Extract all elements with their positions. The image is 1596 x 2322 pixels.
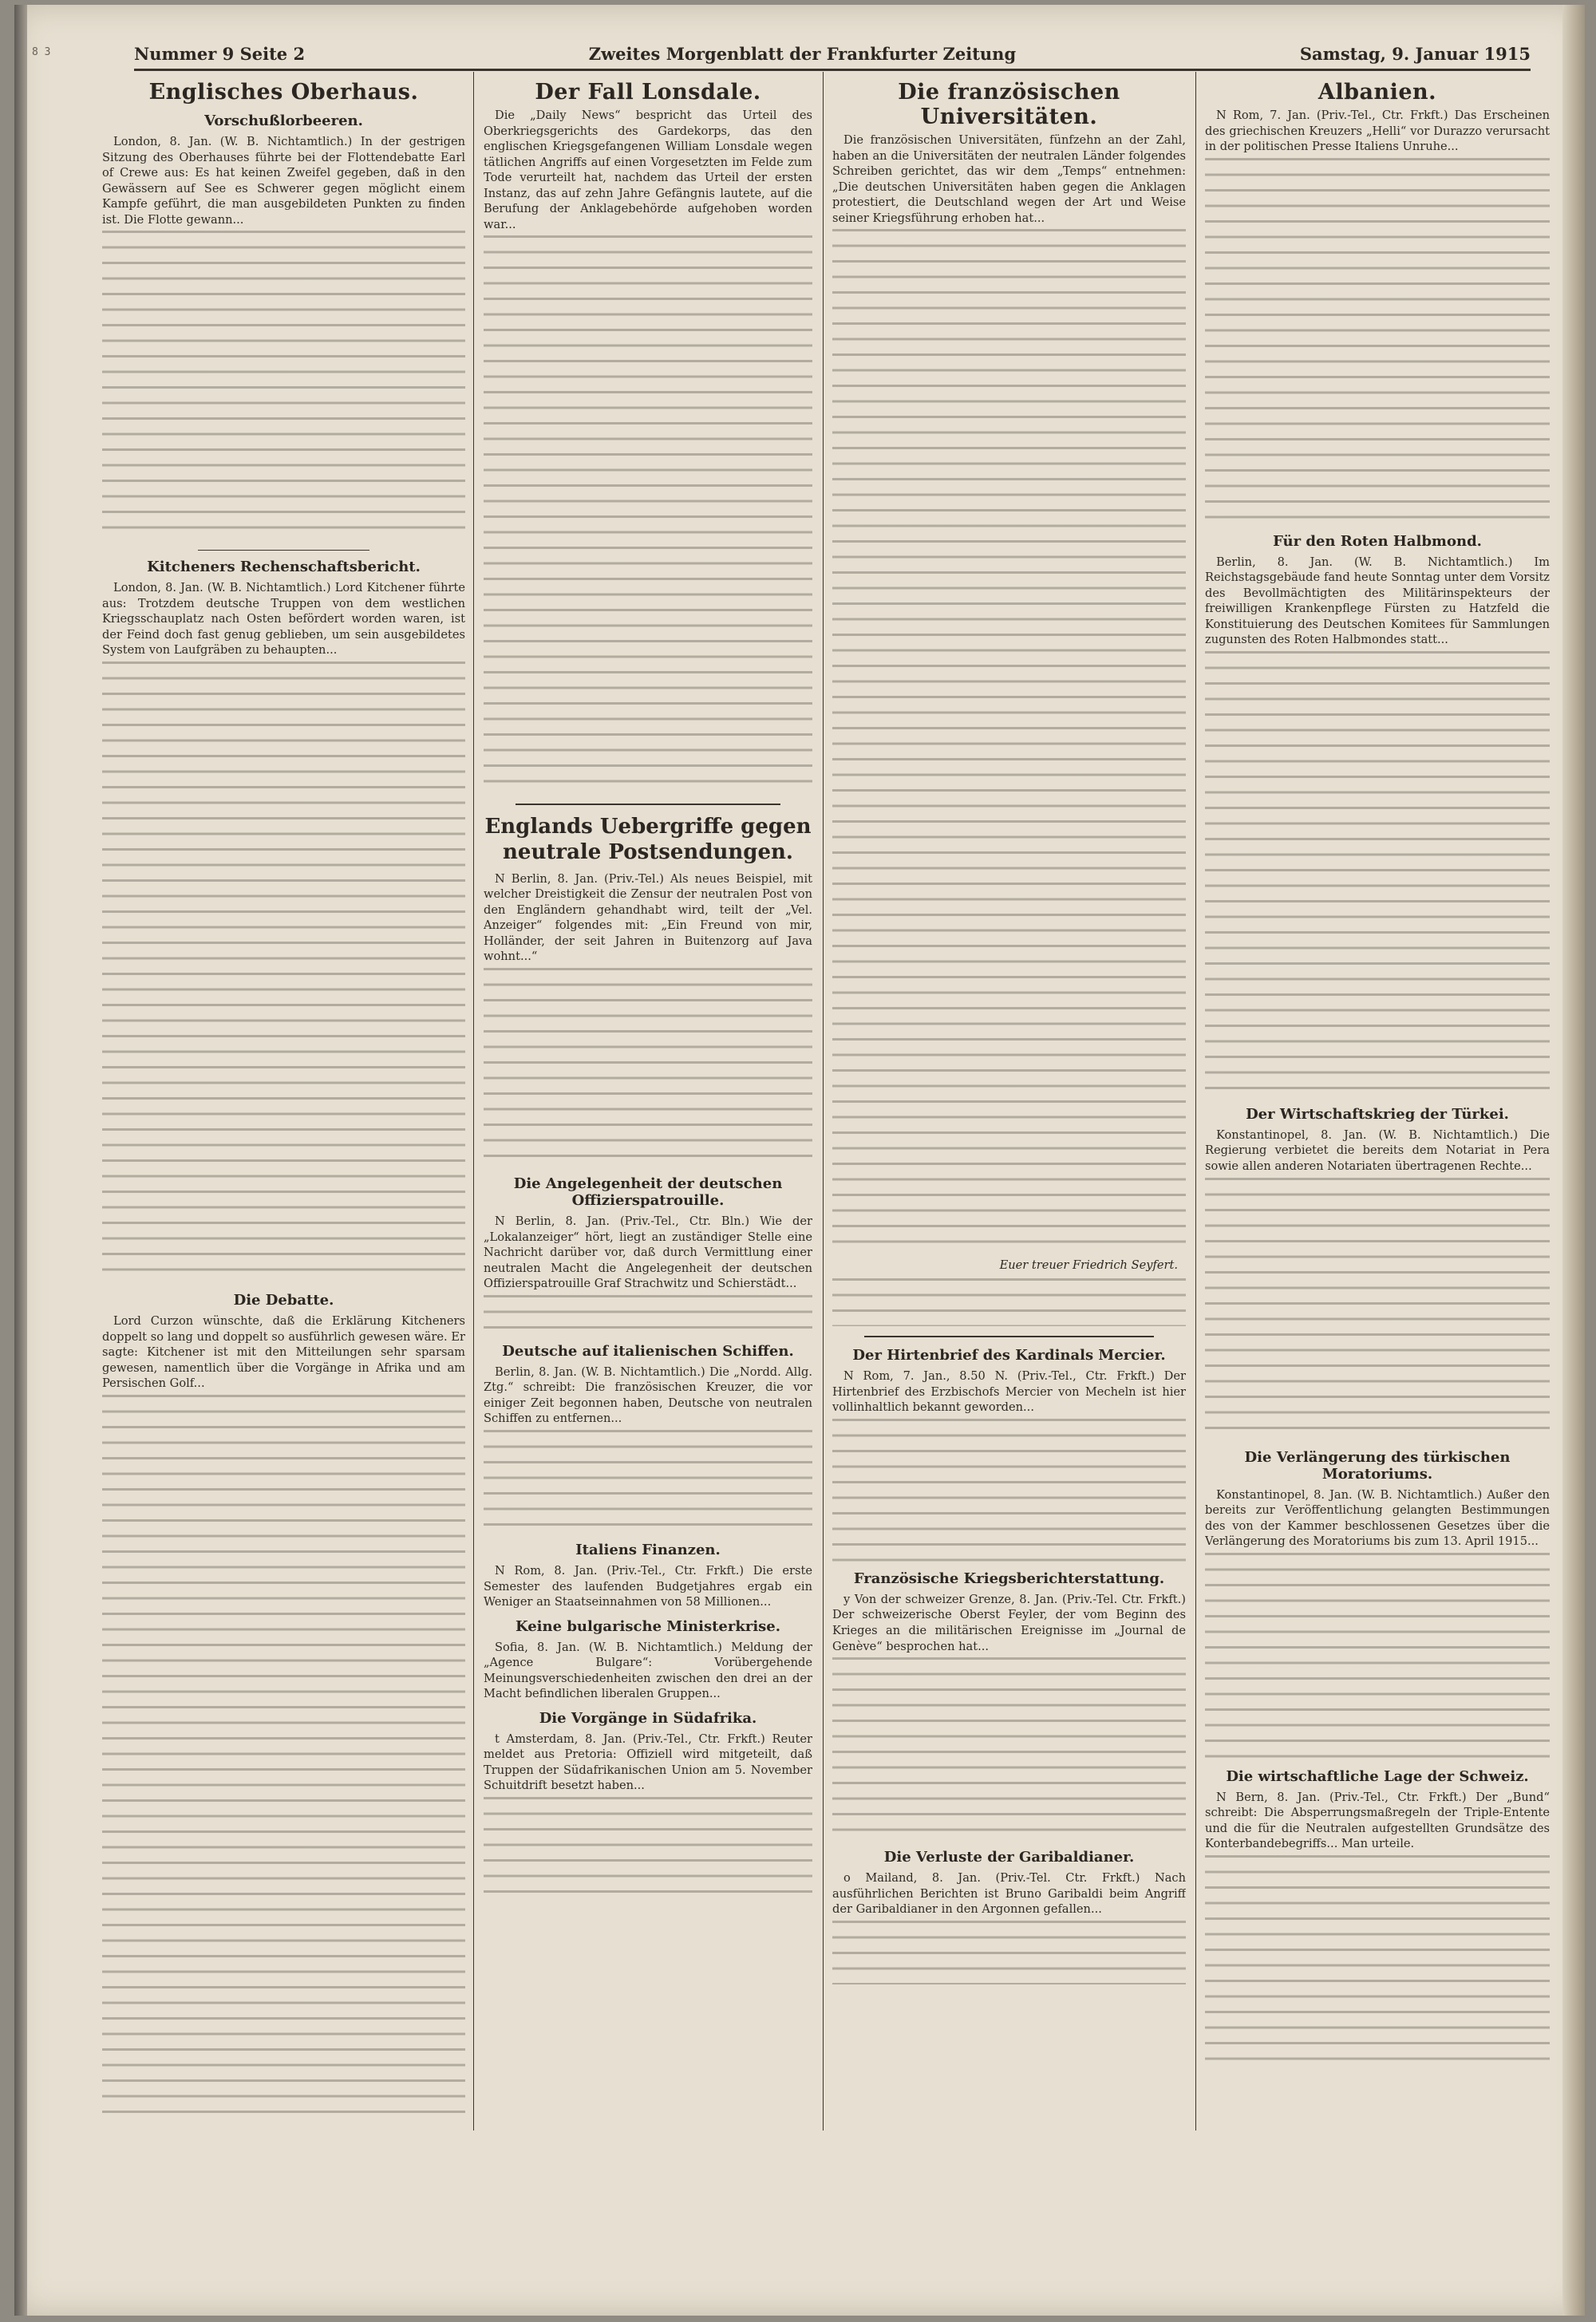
column-2: [484, 72, 812, 2130]
article-subhead: Die Angelegenheit der deutschen Offizierspatrouille.: [513, 1175, 783, 1210]
page-edge: [1562, 5, 1585, 2316]
article-paragraph: N Berlin, 8. Jan. (Priv.-Tel., Ctr. Bln.) Wie der „Lokalanzeiger“ hört, liegt an zuständiger Stelle eine Nachricht darüber vor, daß durch Vermittlung einer neutralen Macht die Angelegenheit der deutschen Offizierspatrouille Graf Strachwitz und Schierstädt...: [484, 1214, 812, 1291]
corner-mark: 8 3: [32, 46, 51, 58]
page-header: [134, 32, 1531, 71]
article-subhead: Die wirtschaftliche Lage der Schweiz.: [1226, 1767, 1529, 1785]
article-paragraph: Die französischen Universitäten, fünfzehn an der Zahl, haben an die Universitäten der neutralen Länder folgendes Schreiben gerichtet, das wir dem „Temps“ entnehmen: „Die deutschen Universitäten haben gegen die Anklagen protestiert, die Deutschland wegen der Art und Weise seiner Kriegsführung erhoben hat...: [832, 133, 1186, 225]
article-paragraph: N Rom, 8. Jan. (Priv.-Tel., Ctr. Frkft.) Die erste Semester des laufenden Budgetjahres ergab ein Weniger an Staatseinnahmen von 58 Millionen...: [484, 1563, 812, 1609]
article-subhead: Für den Roten Halbmond.: [1273, 532, 1482, 550]
article-headline: Die französischen Universitäten.: [898, 80, 1120, 129]
text-lines: [102, 231, 465, 542]
article-subhead: Die Debatte.: [233, 1292, 334, 1309]
text-lines: [832, 1657, 1186, 1841]
article-subhead: Vorschußlorbeeren.: [204, 113, 363, 129]
column-rule: [1195, 72, 1196, 2130]
article-subhead: Der Wirtschaftskrieg der Türkei.: [1246, 1105, 1509, 1123]
article-subhead: Italiens Finanzen.: [575, 1541, 721, 1558]
text-lines: [484, 1295, 812, 1335]
column-4: [1205, 72, 1550, 2130]
article-paragraph: Lord Curzon wünschte, daß die Erklärung Kitcheners doppelt so lang und doppelt so ausführlich gewesen wäre. Er sagte: Kitchener ist mit den Mitteilungen sehr sparsam gewesen, namentlich über die Vorgänge in Afrika und am Persischen Golf...: [102, 1314, 465, 1391]
article-headline: Englisches Oberhaus.: [148, 80, 419, 105]
article-subhead: Die Verluste der Garibaldianer.: [883, 1849, 1135, 1866]
divider: [864, 1336, 1154, 1337]
article-paragraph: Berlin, 8. Jan. (W. B. Nichtamtlich.) Die „Nordd. Allg. Ztg.“ schreibt: Die französischen Kreuzer, die vor einiger Zeit begonnen haben, Deutsche von neutralen Schiffen zu entfernen...: [484, 1364, 812, 1426]
article-paragraph: o Mailand, 8. Jan. (Priv.-Tel. Ctr. Frkft.) Nach ausführlichen Berichten ist Bruno Garibaldi beim Angriff der Garibaldianer in den Argonnen gefallen...: [832, 1871, 1186, 1917]
text-lines: [1205, 1178, 1550, 1441]
column-rule: [473, 72, 474, 2130]
article-subhead: Die Vorgänge in Südafrika.: [539, 1709, 757, 1727]
text-lines: [1205, 1855, 1550, 2063]
text-lines: [1205, 158, 1550, 525]
text-lines: [484, 968, 812, 1167]
text-lines: [832, 1419, 1186, 1562]
text-lines: [832, 1921, 1186, 1984]
text-lines: [484, 1797, 812, 1893]
article-paragraph: y Von der schweizer Grenze, 8. Jan. (Priv.-Tel. Ctr. Frkft.) Der schweizerische Oberst Feyler, der vom Beginn des Krieges an die militärischen Ereignisse im „Journal de Genève“ besprochen hat...: [832, 1592, 1186, 1653]
header-date: Samstag, 9. Januar 1915: [1299, 44, 1531, 64]
article-subhead: Kitcheners Rechenschaftsbericht.: [147, 559, 421, 576]
article-paragraph: Berlin, 8. Jan. (W. B. Nichtamtlich.) Im Reichstagsgebäude fand heute Sonntag unter dem Vorsitz des Bevollmächtigten des Militärinspekteurs der freiwilligen Krankenpflege Fürsten zu Hatzfeld die Konstituierung des Deutschen Komitees für Sammlungen zugunsten des Roten Halbmondes statt...: [1205, 555, 1550, 647]
article-headline: Der Fall Lonsdale.: [535, 80, 761, 105]
article-subhead: Der Hirtenbrief des Kardinals Mercier.: [852, 1347, 1166, 1364]
article-paragraph: Konstantinopel, 8. Jan. (W. B. Nichtamtlich.) Außer den bereits zur Veröffentlichung gelangten Bestimmungen des von der Kammer beschlossenen Gesetzes über die Verlängerung des Moratoriums bis zum 13. April 1915...: [1205, 1487, 1550, 1549]
header-masthead: Zweites Morgenblatt der Frankfurter Zeitung: [588, 44, 1017, 64]
article-paragraph: N Rom, 7. Jan. (Priv.-Tel., Ctr. Frkft.) Das Erscheinen des griechischen Kreuzers „Helli“ vor Durazzo verursacht in der politischen Presse Italiens Unruhe...: [1205, 109, 1550, 154]
article-headline: Englands Uebergriffe gegen neutrale Postsendungen.: [484, 815, 812, 864]
article-subhead: Keine bulgarische Ministerkrise.: [515, 1617, 781, 1635]
article-paragraph: London, 8. Jan. (W. B. Nichtamtlich.) In der gestrigen Sitzung des Oberhauses führte bei der Flottendebatte Earl of Crewe aus: Es hat keinen Zweifel gegeben, daß in den Gewässern auf See es Schwerer gegen möglicht einem Kampfe geführt, die man ausgebildeten Punkten zu finden ist. Die Flotte gewann...: [102, 135, 465, 227]
column-1: [102, 72, 465, 2130]
article-headline: Albanien.: [1317, 80, 1437, 105]
newspaper-page: [14, 5, 1585, 2316]
article-paragraph: London, 8. Jan. (W. B. Nichtamtlich.) Lord Kitchener führte aus: Trotzdem deutsche Truppen von dem westlichen Kriegsschauplatz nach Osten befördert worden waren, ist der Feind doch fast genug geblieben, um sein ausgebildetes System von Laufgräben zu behaupten...: [102, 581, 465, 658]
text-lines: [1205, 1553, 1550, 1760]
text-lines: [1205, 651, 1550, 1098]
text-lines: [484, 1430, 812, 1534]
header-page-number: Nummer 9 Seite 2: [134, 44, 306, 64]
divider: [516, 804, 780, 805]
article-subhead: Die Verlängerung des türkischen Moratoriums.: [1244, 1448, 1511, 1483]
article-paragraph: t Amsterdam, 8. Jan. (Priv.-Tel., Ctr. Frkft.) Reuter meldet aus Pretoria: Offiziell wird mitgeteilt, daß Truppen der Südafrikanischen Union am 5. November Schuitdrift besetzt haben...: [484, 1732, 812, 1793]
text-lines: [832, 229, 1186, 1250]
article-paragraph: Die „Daily News“ bespricht das Urteil des Oberkriegsgerichts des Gardekorps, das den englischen Kriegsgefangenen William Lonsdale wegen tätlichen Angriffs auf einen Vorgesetzten im Felde zum Tode verurteilt hat, nachdem das Urteil der ersten Instanz, das auf zehn Jahre Gefängnis lautete, auf die Berufung der Anklagebehörde aufgehoben worden war...: [484, 109, 812, 231]
column-3: [832, 72, 1186, 2130]
text-lines: [832, 1278, 1186, 1326]
text-lines: [102, 661, 465, 1284]
article-subhead: Französische Kriegsberichterstattung.: [853, 1570, 1165, 1587]
signature: Euer treuer Friedrich Seyfert.: [999, 1258, 1178, 1273]
article-subhead: Deutsche auf italienischen Schiffen.: [502, 1342, 794, 1360]
article-paragraph: N Bern, 8. Jan. (Priv.-Tel., Ctr. Frkft.) Der „Bund“ schreibt: Die Absperrungsmaßregeln der Triple-Entente und die für die Neutralen aufgestellten Grundsätze des Konterbandebegriffs... Man urteile.: [1205, 1790, 1550, 1851]
article-paragraph: N Berlin, 8. Jan. (Priv.-Tel.) Als neues Beispiel, mit welcher Dreistigkeit die Zensur der neutralen Post von den Engländern gehandhabt wird, teilt der „Vel. Anzeiger“ folgendes mit: „Ein Freund von mir, Holländer, der seit Jahren in Buitenzorg auf Java wohnt...“: [484, 871, 812, 964]
article-paragraph: N Rom, 7. Jan., 8.50 N. (Priv.-Tel., Ctr. Frkft.) Der Hirtenbrief des Erzbischofs Mercier von Mecheln ist hier vollinhaltlich bekannt geworden...: [832, 1369, 1186, 1415]
article-paragraph: Konstantinopel, 8. Jan. (W. B. Nichtamtlich.) Die Regierung verbietet die bereits dem Notariat in Pera sowie allen anderen Notariaten übertragenen Rechte...: [1205, 1127, 1550, 1174]
binding-spine: [14, 5, 27, 2316]
article-paragraph: Sofia, 8. Jan. (W. B. Nichtamtlich.) Meldung der „Agence Bulgare“: Vorübergehende Meinungsverschiedenheiten zwischen den drei an der Macht befindlichen liberalen Gruppen...: [484, 1640, 812, 1701]
text-lines: [102, 1395, 465, 2113]
text-lines: [484, 235, 812, 794]
divider: [198, 550, 369, 551]
column-rule: [823, 72, 824, 2130]
